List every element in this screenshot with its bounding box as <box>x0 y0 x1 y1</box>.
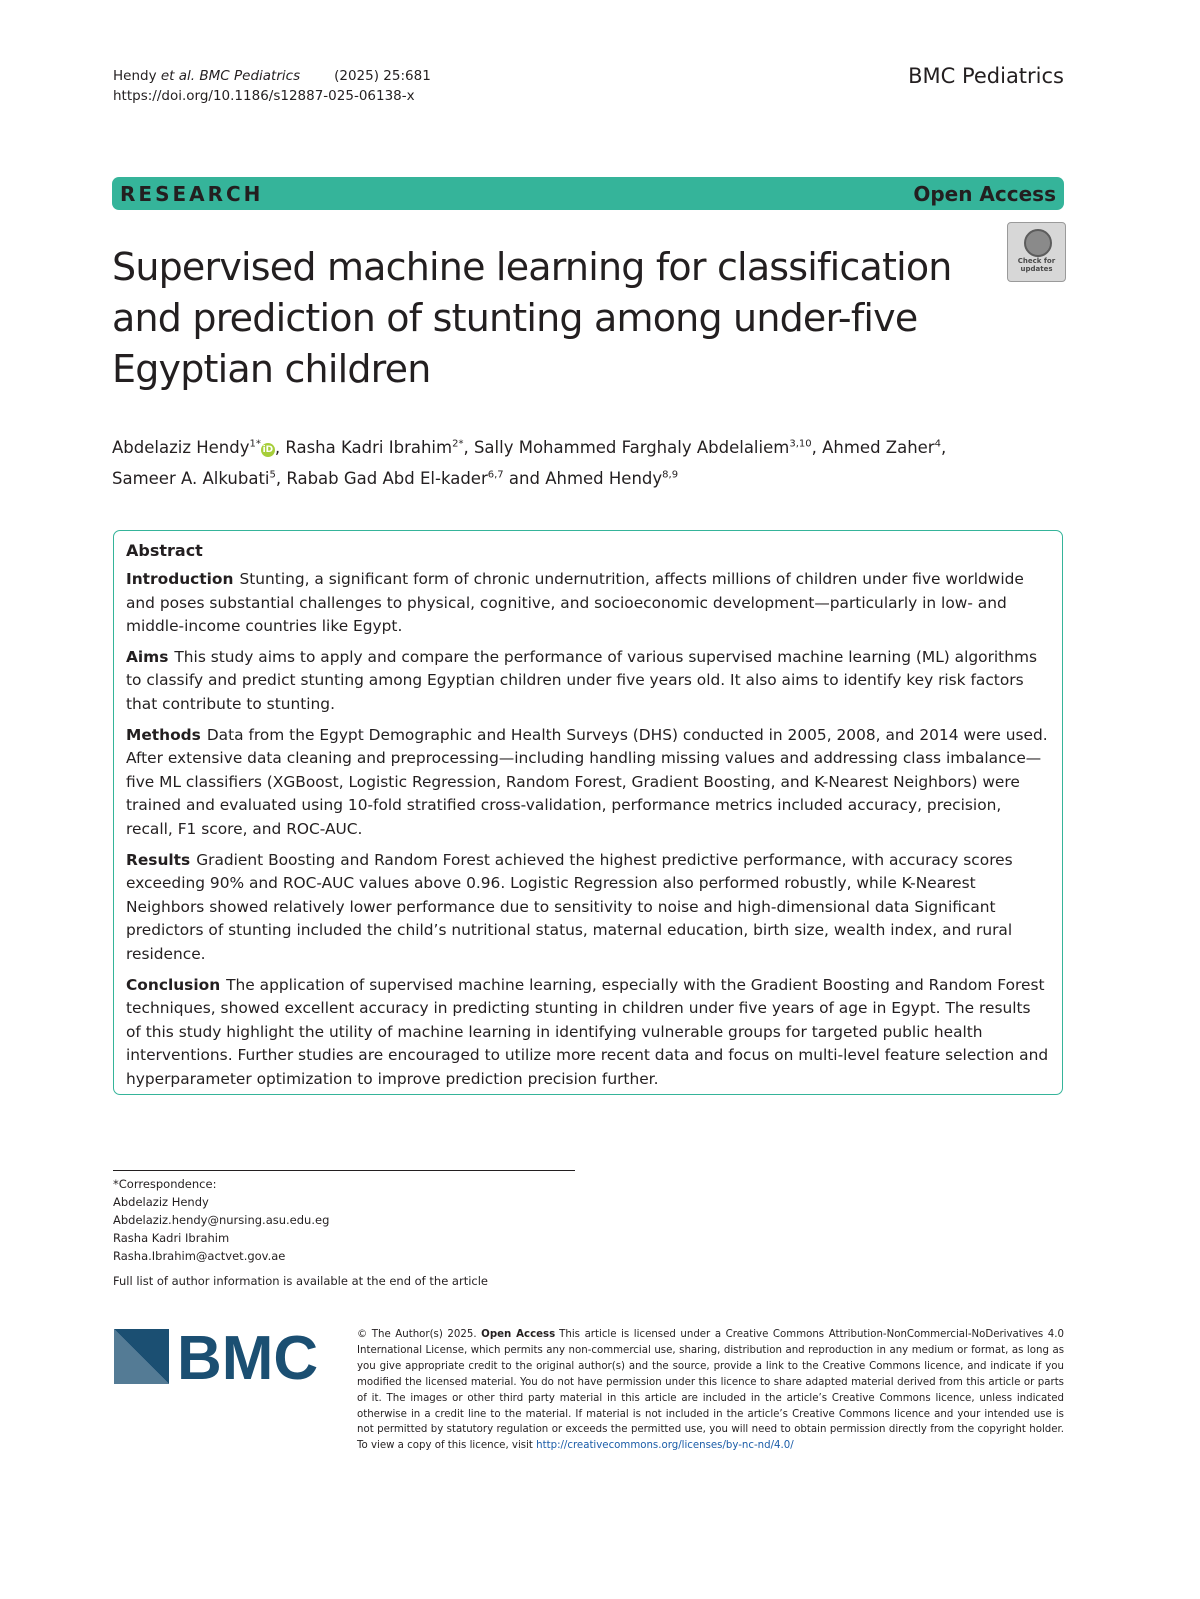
author-separator: , <box>274 438 286 457</box>
abstract-box <box>113 530 1063 1095</box>
author-affiliation-sup: 4 <box>934 438 941 450</box>
author-name: Rabab Gad Abd El-kader <box>286 469 488 488</box>
license-copyright: © The Author(s) 2025. <box>357 1329 477 1340</box>
check-for-updates-icon <box>1024 229 1052 257</box>
abstract-section-text: Data from the Egypt Demographic and Health Surveys (DHS) conducted in 2005, 2008, and 2014 were used. After extensive data cleaning and preprocessing—including handling missing values and addressing class imbalance—five ML classifiers (XGBoost, Logistic Regression, Random Forest, Gradient Boosting, and K-Nearest Neighbors) were trained and evaluated using 10-fold stratified cross-validation, performance metrics included accuracy, precision, recall, F1 score, and ROC-AUC. <box>126 725 1048 838</box>
orcid-icon[interactable]: iD <box>262 445 274 455</box>
abstract-section-label: Methods <box>126 725 201 744</box>
author-name: Sameer A. Alkubati <box>112 469 270 488</box>
license-text: This article is licensed under a Creative Commons Attribution-NonCommercial-NoDerivatives 4.0 International License, which permits any non-commercial use, sharing, distribution and reproduction in any medium or format, as long as you give appropriate credit to the original author(s) and the source, provide a link to the Creative Commons licence, and indicate if you modified the licensed material. You do not have permission under this licence to share adapted material derived from this article or parts of it. The images or other third party material in this article are included in the article’s Creative Commons licence, unless indicated otherwise in a credit line to the material. If material is not included in the article’s Creative Commons licence and your intended use is not permitted by statutory regulation or exceeds the permitted use, you will need to obtain permission directly from the copyright holder. To view a copy of this licence, visit <box>357 1329 1064 1452</box>
author-separator: , <box>275 469 287 488</box>
bmc-logo-text: BMC <box>177 1329 319 1384</box>
abstract-section <box>126 646 1050 717</box>
abstract-section-label: Results <box>126 850 191 869</box>
abstract-section-text: Gradient Boosting and Random Forest achieved the highest predictive performance, with accuracy scores exceeding 90% and ROC-AUC values above 0.96. Logistic Regression also performed robustly, while K-Nearest Neighbors showed relatively lower performance due to sensitivity to noise and high-dimensional data Significant predictors of stunting included the child’s nutritional status, maternal education, birth size, wealth index, and rural residence. <box>126 850 1013 963</box>
abstract-section-text: Stunting, a significant form of chronic undernutrition, affects millions of children under five worldwide and poses substantial challenges to physical, cognitive, and socioeconomic development—particularly in low- and middle-income countries like Egypt. <box>126 570 1024 636</box>
article-title: Supervised machine learning for classification and prediction of stunting among under-five Egyptian children <box>112 245 952 391</box>
abstract-section <box>126 724 1050 842</box>
citation-authors: Hendy <box>113 68 161 84</box>
author-affiliation-sup: 2* <box>452 438 464 450</box>
correspondence-author: Rasha Kadri Ibrahim <box>113 1231 230 1245</box>
correspondence-author: Abdelaziz Hendy <box>113 1195 209 1209</box>
author-name: Sally Mohammed Farghaly Abdelaliem <box>473 438 790 457</box>
author-affiliation-sup: 1* <box>249 438 261 450</box>
license-link[interactable]: http://creativecommons.org/licenses/by-nc-nd/4.0/ <box>536 1440 794 1452</box>
correspondence-email[interactable]: Rasha.Ibrahim@actvet.gov.ae <box>113 1249 286 1263</box>
author-separator: , <box>463 438 474 457</box>
abstract-section <box>126 849 1050 967</box>
abstract-section <box>126 974 1050 1092</box>
open-access-label: Open Access <box>913 182 1056 206</box>
correspondence-heading: *Correspondence: <box>113 1177 217 1191</box>
abstract-section-label: Conclusion <box>126 975 221 994</box>
abstract-section-label: Aims <box>126 647 169 666</box>
citation-line <box>113 66 431 86</box>
correspondence-block <box>113 1175 329 1265</box>
article-type-banner <box>112 177 1064 210</box>
author-separator: , <box>940 438 947 457</box>
license-statement <box>357 1327 1064 1454</box>
author-list <box>112 432 1062 494</box>
abstract-heading: Abstract <box>126 541 203 560</box>
author-separator: , <box>811 438 823 457</box>
check-for-updates-badge[interactable] <box>1007 222 1066 282</box>
author-separator: and <box>503 469 546 488</box>
author-name: Abdelaziz Hendy <box>112 438 250 457</box>
journal-name: BMC Pediatrics <box>908 64 1064 88</box>
running-header <box>113 66 431 106</box>
footnote-divider <box>113 1170 575 1171</box>
author-name: Rasha Kadri Ibrahim <box>285 438 453 457</box>
author-affiliation-sup: 8,9 <box>662 469 679 481</box>
doi-link[interactable]: https://doi.org/10.1186/s12887-025-06138-x <box>113 88 415 104</box>
citation-journal: BMC Pediatrics <box>195 68 301 84</box>
author-affiliation-sup: 6,7 <box>487 469 504 481</box>
abstract-section <box>126 568 1050 639</box>
abstract-section-label: Introduction <box>126 570 234 588</box>
abstract-section-text: This study aims to apply and compare the performance of various supervised machine learning (ML) algorithms to classify and predict stunting among Egyptian children under five years old. It also aims to identify key risk factors that contribute to stunting. <box>126 647 1037 713</box>
citation-etal: et al. <box>160 68 196 84</box>
correspondence-email[interactable]: Abdelaziz.hendy@nursing.asu.edu.eg <box>113 1213 330 1227</box>
author-name: Ahmed Hendy <box>545 469 663 488</box>
license-open-access-label: Open Access <box>481 1329 556 1340</box>
abstract-section-text: The application of supervised machine learning, especially with the Gradient Boosting and Random Forest techniques, showed excellent accuracy in predicting stunting in children under five years of age in Egypt. The results of this study highlight the utility of machine learning in identifying vulnerable groups for targeted public health interventions. Further studies are encouraged to utilize more recent data and focus on multi-level feature selection and hyperparameter optimization to improve prediction precision further. <box>126 975 1049 1088</box>
author-affiliation-sup: 3,10 <box>789 438 812 450</box>
bmc-logo <box>114 1329 328 1384</box>
full-author-info-note: Full list of author information is available at the end of the article <box>113 1274 488 1288</box>
check-for-updates-label: Check for updates <box>1017 257 1056 273</box>
author-affiliation-sup: 5 <box>269 469 276 481</box>
article-type: RESEARCH <box>120 182 264 206</box>
citation-volume: (2025) 25:681 <box>334 68 431 84</box>
author-name: Ahmed Zaher <box>822 438 935 457</box>
